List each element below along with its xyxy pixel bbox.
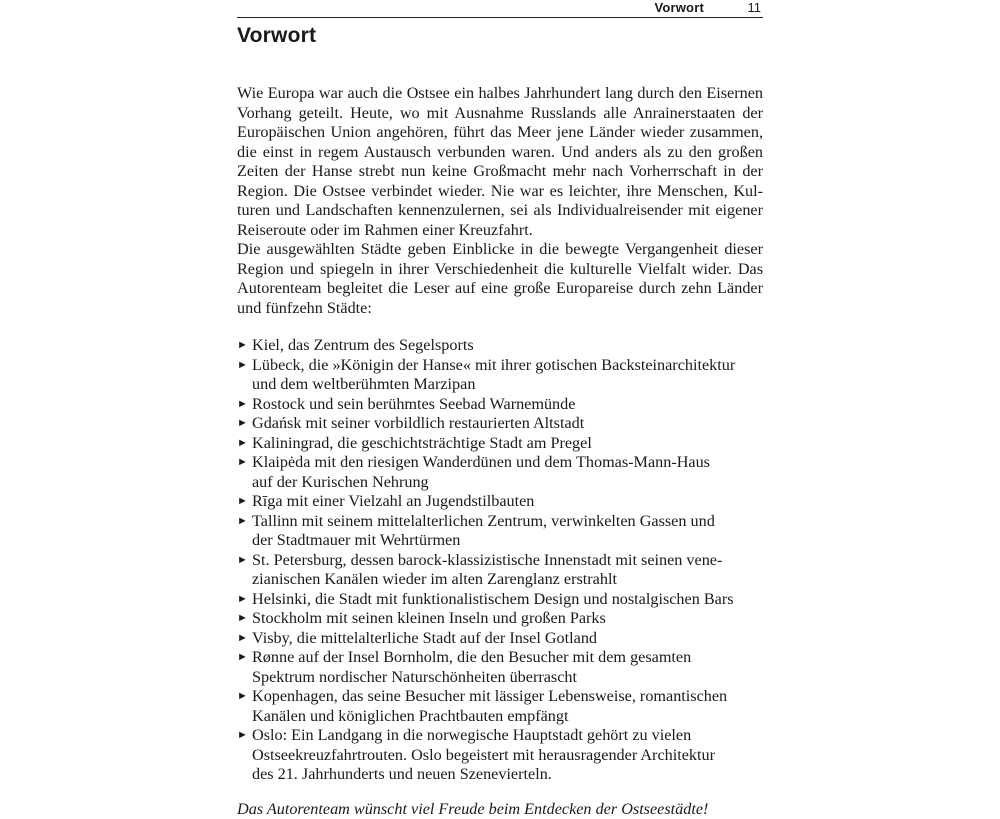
closing-remark: Das Autorenteam wünscht viel Freude beim Entdecken der Ostseestädte!	[237, 800, 763, 819]
city-item-line: Oslo: Ein Landgang in die norwegische Hauptstadt gehört zu vielen	[252, 726, 763, 746]
paragraph-line: die einst in regem Austausch verbunden waren. Und anders als zu den großen	[237, 143, 763, 163]
second-paragraph	[237, 240, 763, 318]
paragraph-line: Europäischen Union angehören, führt das Meer jene Länder wieder zusammen,	[237, 123, 763, 143]
paragraph-line: und fünfzehn Städte:	[237, 299, 763, 319]
city-item-line: Lübeck, die »Königin der Hanse« mit ihrer gotischen Backsteinarchitektur	[252, 356, 763, 376]
paragraph-line: Zeiten der Hanse strebt nun keine Großmacht mehr nach Vorherrschaft in der	[237, 162, 763, 182]
city-list-item	[237, 687, 763, 726]
city-list-item	[237, 551, 763, 590]
paragraph-line: Vorhang geteilt. Heute, wo mit Ausnahme Russlands alle Anrainerstaaten der	[237, 104, 763, 124]
body-text	[237, 84, 763, 819]
running-header	[237, 0, 763, 18]
city-item-line: Tallinn mit seinem mittelalterlichen Zentrum, verwinkelten Gassen und	[252, 512, 763, 532]
city-item-line: St. Petersburg, dessen barock-klassizistische Innenstadt mit seinen vene-	[252, 551, 763, 571]
triangle-bullet-icon: ►	[237, 434, 248, 454]
intro-paragraph	[237, 84, 763, 240]
city-item-line: Kiel, das Zentrum des Segelsports	[252, 336, 763, 356]
city-item-line: Kanälen und königlichen Prachtbauten empfängt	[252, 707, 763, 727]
city-list-item	[237, 356, 763, 395]
city-item-line: Rostock und sein berühmtes Seebad Warnemünde	[252, 395, 763, 415]
city-item-line: Klaipėda mit den riesigen Wanderdünen und dem Thomas-Mann-Haus	[252, 453, 763, 473]
city-item-line: zianischen Kanälen wieder im alten Zarenglanz erstrahlt	[252, 570, 763, 590]
city-list-item	[237, 414, 763, 434]
city-item-line: Ostseekreuzfahrtrouten. Oslo begeistert mit herausragender Architektur	[252, 746, 763, 766]
city-item-line: auf der Kurischen Nehrung	[252, 473, 763, 493]
city-item-line: Helsinki, die Stadt mit funktionalistischem Design und nostalgischen Bars	[252, 590, 763, 610]
triangle-bullet-icon: ►	[237, 336, 248, 356]
triangle-bullet-icon: ►	[237, 609, 248, 629]
city-item-line: Gdańsk mit seiner vorbildlich restaurierten Altstadt	[252, 414, 763, 434]
paragraph-line: turen und Landschaften kennenzulernen, sei als Individualreisender mit eigener	[237, 201, 763, 221]
city-item-line: Rønne auf der Insel Bornholm, die den Besucher mit dem gesamten	[252, 648, 763, 668]
city-item-line: der Stadtmauer mit Wehrtürmen	[252, 531, 763, 551]
triangle-bullet-icon: ►	[237, 395, 248, 415]
page-number: 11	[748, 0, 762, 15]
city-list-item	[237, 492, 763, 512]
city-item-line: des 21. Jahrhunderts und neuen Szenevierteln.	[252, 765, 763, 785]
triangle-bullet-icon: ►	[237, 356, 248, 376]
city-item-line: Stockholm mit seinen kleinen Inseln und großen Parks	[252, 609, 763, 629]
paragraph-line: Autorenteam begleitet die Leser auf eine große Europareise durch zehn Länder	[237, 279, 763, 299]
chapter-title: Vorwort	[237, 22, 763, 50]
city-list-item	[237, 648, 763, 687]
triangle-bullet-icon: ►	[237, 414, 248, 434]
city-item-line: Kopenhagen, das seine Besucher mit lässiger Lebensweise, romantischen	[252, 687, 763, 707]
city-list-item	[237, 434, 763, 454]
triangle-bullet-icon: ►	[237, 590, 248, 610]
triangle-bullet-icon: ►	[237, 492, 248, 512]
triangle-bullet-icon: ►	[237, 726, 248, 746]
paragraph-line: Region und spiegeln in ihrer Verschiedenheit die kulturelle Vielfalt wider. Das	[237, 260, 763, 280]
city-list-item	[237, 512, 763, 551]
triangle-bullet-icon: ►	[237, 551, 248, 571]
city-list-item	[237, 395, 763, 415]
paragraph-line: Die ausgewählten Städte geben Einblicke in die bewegte Vergangenheit dieser	[237, 240, 763, 260]
triangle-bullet-icon: ►	[237, 629, 248, 649]
city-list-item	[237, 726, 763, 785]
city-item-line: Rīga mit einer Vielzahl an Jugendstilbauten	[252, 492, 763, 512]
city-item-line: Kaliningrad, die geschichtsträchtige Stadt am Pregel	[252, 434, 763, 454]
city-list-item	[237, 609, 763, 629]
paragraph-line: Reiseroute oder im Rahmen einer Kreuzfahrt.	[237, 221, 763, 241]
book-page	[237, 0, 763, 819]
triangle-bullet-icon: ►	[237, 453, 248, 473]
city-list-item	[237, 629, 763, 649]
city-item-line: Visby, die mittelalterliche Stadt auf der Insel Gotland	[252, 629, 763, 649]
triangle-bullet-icon: ►	[237, 512, 248, 532]
paragraph-line: Wie Europa war auch die Ostsee ein halbes Jahrhundert lang durch den Eisernen	[237, 84, 763, 104]
running-header-title: Vorwort	[654, 0, 704, 15]
city-list-item	[237, 590, 763, 610]
triangle-bullet-icon: ►	[237, 687, 248, 707]
paragraph-line: Region. Die Ostsee verbindet wieder. Nie war es leichter, ihre Menschen, Kul-	[237, 182, 763, 202]
city-item-line: und dem weltberühmten Marzipan	[252, 375, 763, 395]
city-item-line: Spektrum nordischer Naturschönheiten überrascht	[252, 668, 763, 688]
city-list-item	[237, 336, 763, 356]
city-list	[237, 336, 763, 785]
triangle-bullet-icon: ►	[237, 648, 248, 668]
city-list-item	[237, 453, 763, 492]
